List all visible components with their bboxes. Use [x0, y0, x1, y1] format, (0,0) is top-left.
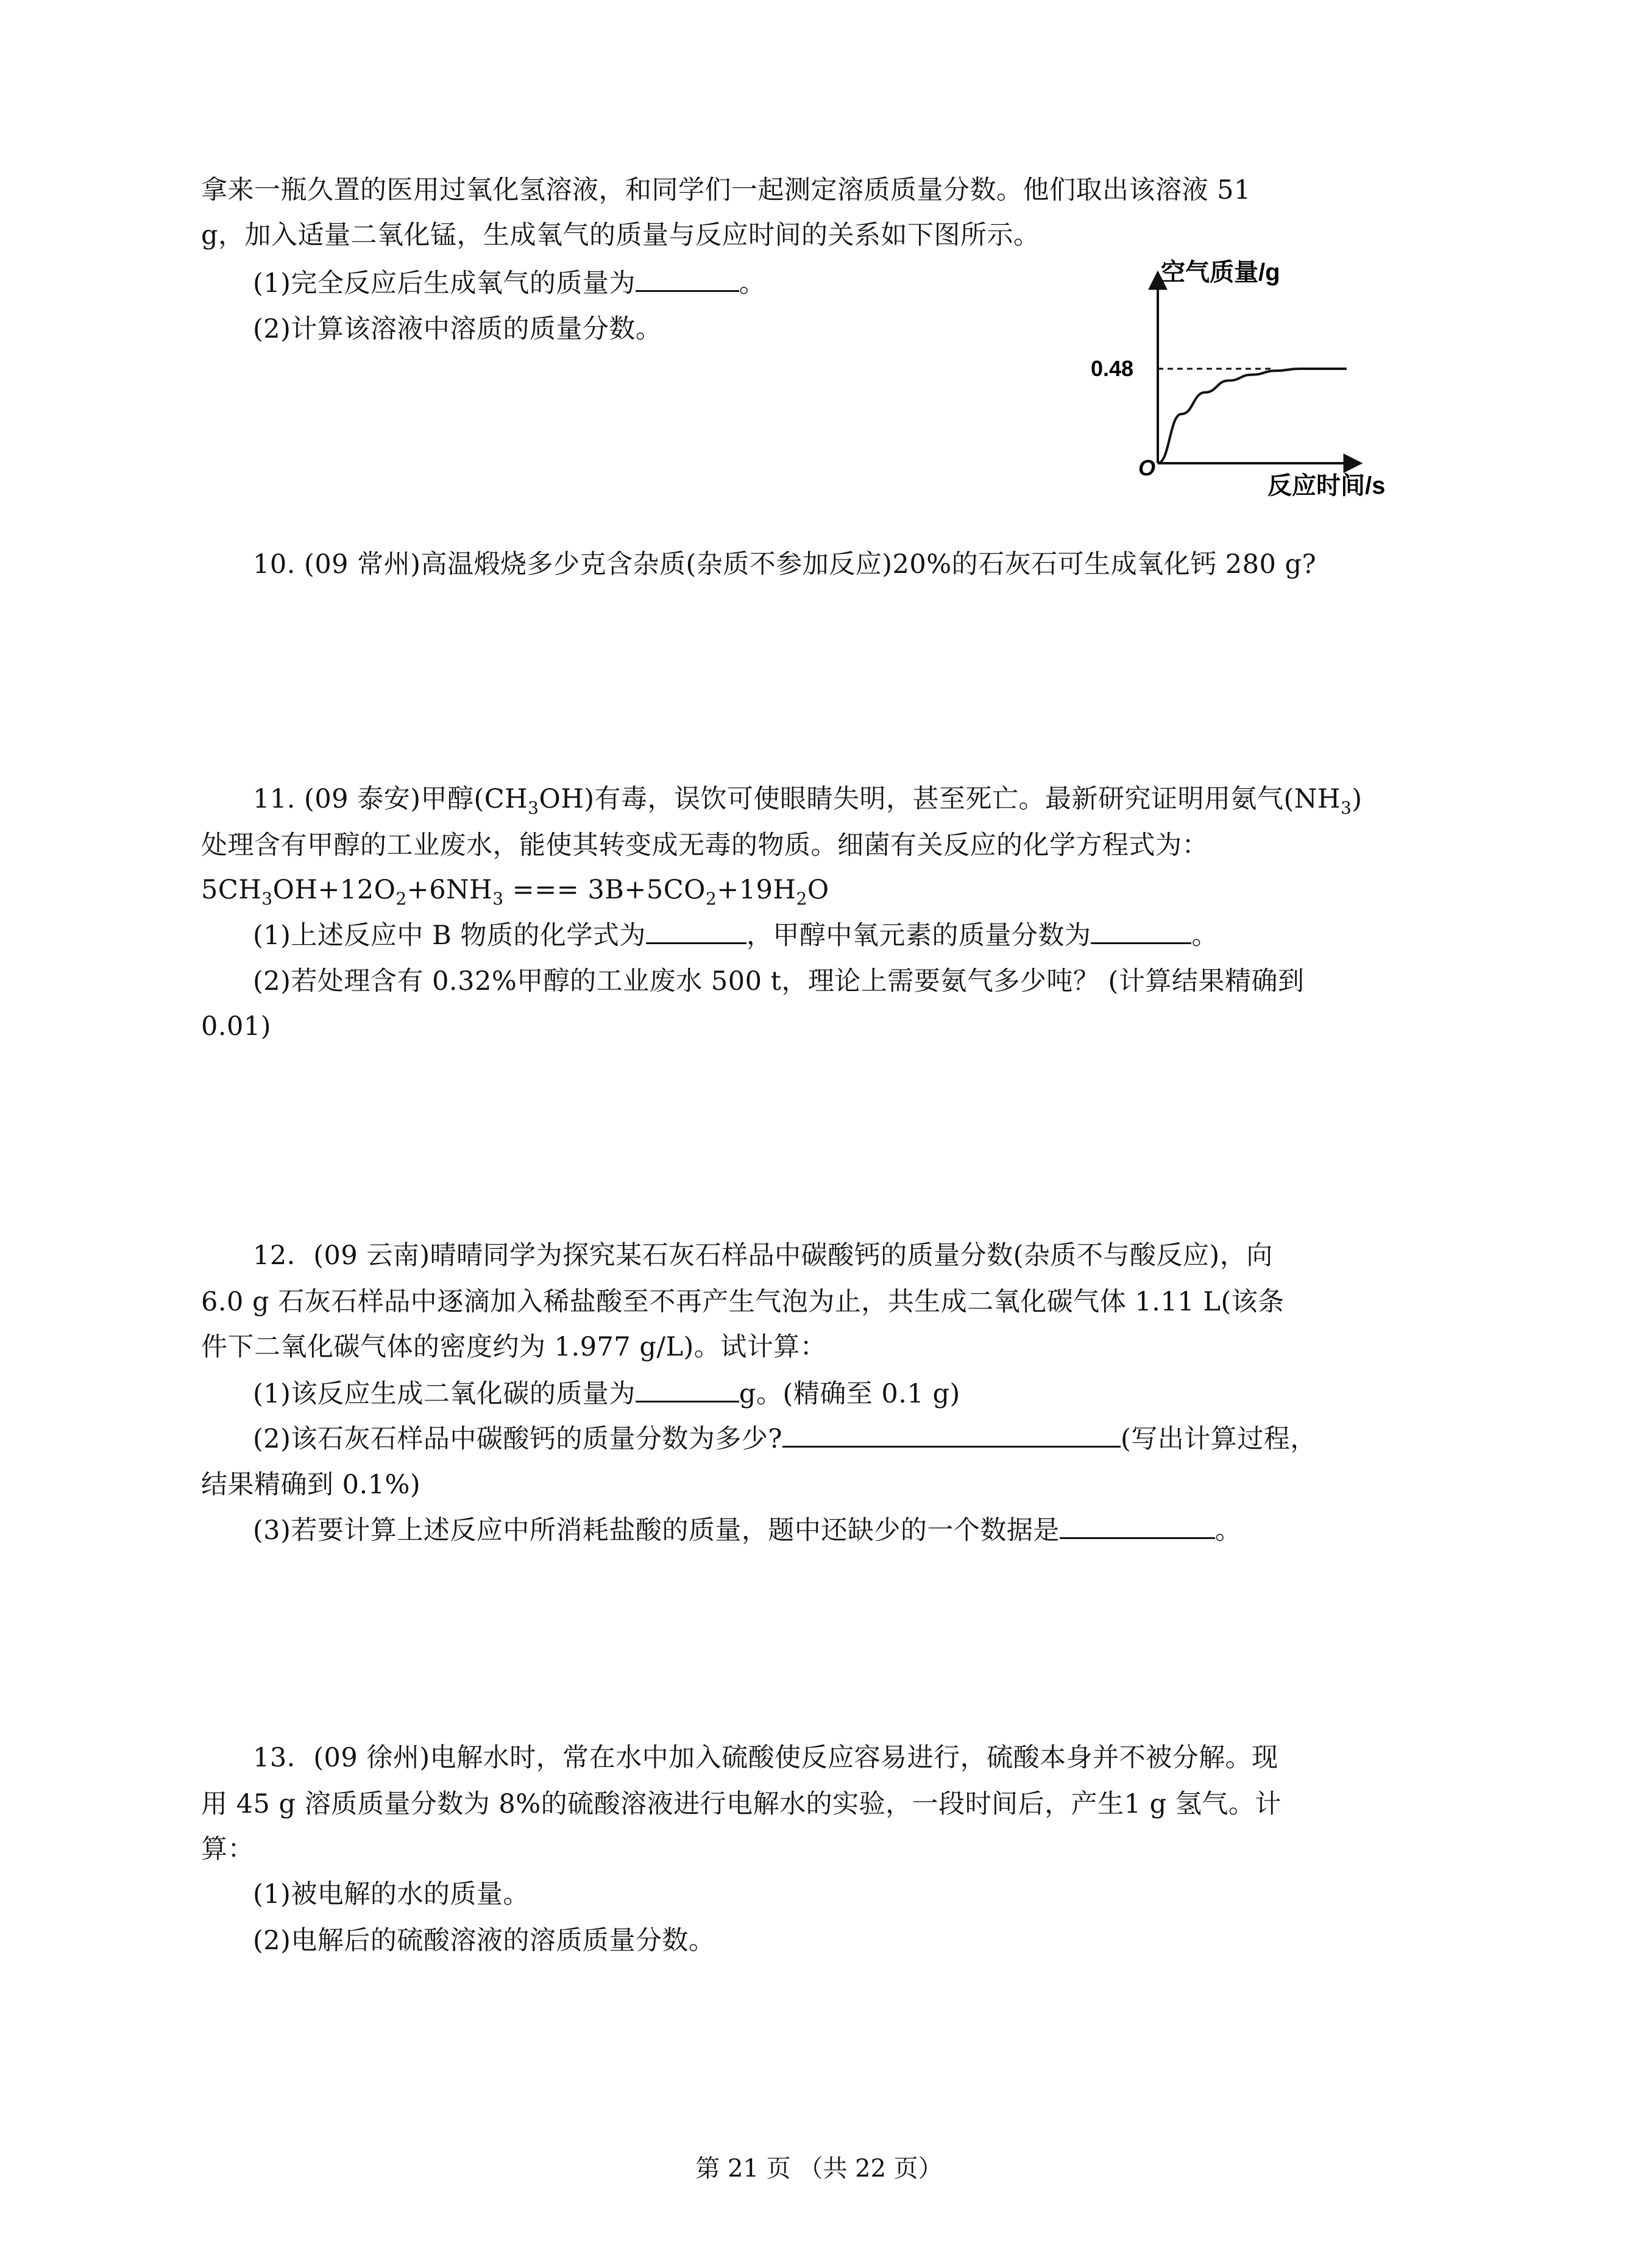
q12-line-3: 件下二氧化碳气体的密度约为 1.977 g/L)。试计算：	[201, 1332, 827, 1362]
oxygen-mass-chart	[1091, 247, 1432, 515]
q13-line-1: 13．(09 徐州)电解水时，常在水中加入硫酸使反应容易进行，硫酸本身并不被分解。现	[253, 1743, 1278, 1773]
answer-blank	[782, 1421, 1121, 1448]
q12-line-1: 12．(09 云南)晴晴同学为探究某石灰石样品中碳酸钙的质量分数(杂质不与酸反应)，向	[253, 1240, 1273, 1271]
q12-part-2-cont: 结果精确到 0.1%)	[201, 1470, 421, 1500]
answer-blank	[1060, 1513, 1215, 1539]
intro-question-1: (1)完全反应后生成氧气的质量为 。	[253, 266, 765, 300]
q12-part-1: (1)该反应生成二氧化碳的质量为 g。(精确至 0.1 g)	[253, 1376, 960, 1411]
q12-part-3: (3)若要计算上述反应中所消耗盐酸的质量，题中还缺少的一个数据是 。	[253, 1513, 1241, 1548]
y-tick-label: 0.48	[1091, 356, 1134, 381]
answer-blank	[636, 1376, 739, 1402]
q11-line-2: 处理含有甲醇的工业废水，能使其转变成无毒的物质。细菌有关反应的化学方程式为：	[201, 830, 1208, 861]
intro-line-1: 拿来一瓶久置的医用过氧化氢溶液，和同学们一起测定溶质质量分数。他们取出该溶液 51	[201, 175, 1251, 205]
y-axis-label: 空气质量/g	[1161, 259, 1280, 286]
answer-blank	[636, 266, 739, 292]
q11-part-2-cont: 0.01)	[201, 1011, 272, 1042]
q11-line-1: 11. (09 泰安)甲醇$(CH_3OH)$有毒，误饮可使眼睛失明，甚至死亡。最新研究证明用氨气$(NH_3)$	[253, 784, 1363, 818]
q13-line-3: 算：	[201, 1834, 254, 1865]
q11-part-2: (2)若处理含有 0.32%甲醇的工业废水 500 t，理论上需要氨气多少吨？ (计算结果精确到	[253, 966, 1305, 997]
q12-part-2: (2)该石灰石样品中碳酸钙的质量分数为多少? (写出计算过程，	[253, 1421, 1317, 1456]
q11-part-1: (1)上述反应中 B 物质的化学式为 ，甲醇中氧元素的质量分数为 。	[253, 918, 1218, 953]
origin-label: O	[1138, 455, 1156, 480]
q11-equation: $5CH_3OH+12O_2+6NH_3$ === $3B+5CO_2+19H_2O$	[201, 875, 829, 909]
answer-blank	[1091, 918, 1191, 944]
q12-line-2: 6.0 g 石灰石样品中逐滴加入稀盐酸至不再产生气泡为止，共生成二氧化碳气体 1.11 L(该条	[201, 1287, 1285, 1317]
q13-line-2: 用 45 g 溶质质量分数为 8%的硫酸溶液进行电解水的实验，一段时间后，产生1 g 氢气。计	[201, 1789, 1282, 1819]
q13-part-2: (2)电解后的硫酸溶液的溶质质量分数。	[253, 1925, 715, 1956]
series-line	[1158, 369, 1347, 463]
intro-question-2: (2)计算该溶液中溶质的质量分数。	[253, 314, 662, 344]
intro-line-2: g，加入适量二氧化锰，生成氧气的质量与反应时间的关系如下图所示。	[201, 220, 1040, 251]
answer-blank	[646, 918, 746, 944]
x-axis-label: 反应时间/s	[1268, 472, 1386, 499]
q10-text: 10. (09 常州)高温煅烧多少克含杂质(杂质不参加反应)20%的石灰石可生成氧化钙 280 g?	[253, 549, 1317, 580]
page-footer: 第 21 页 （共 22 页）	[695, 2155, 943, 2183]
q13-part-1: (1)被电解的水的质量。	[253, 1879, 530, 1910]
